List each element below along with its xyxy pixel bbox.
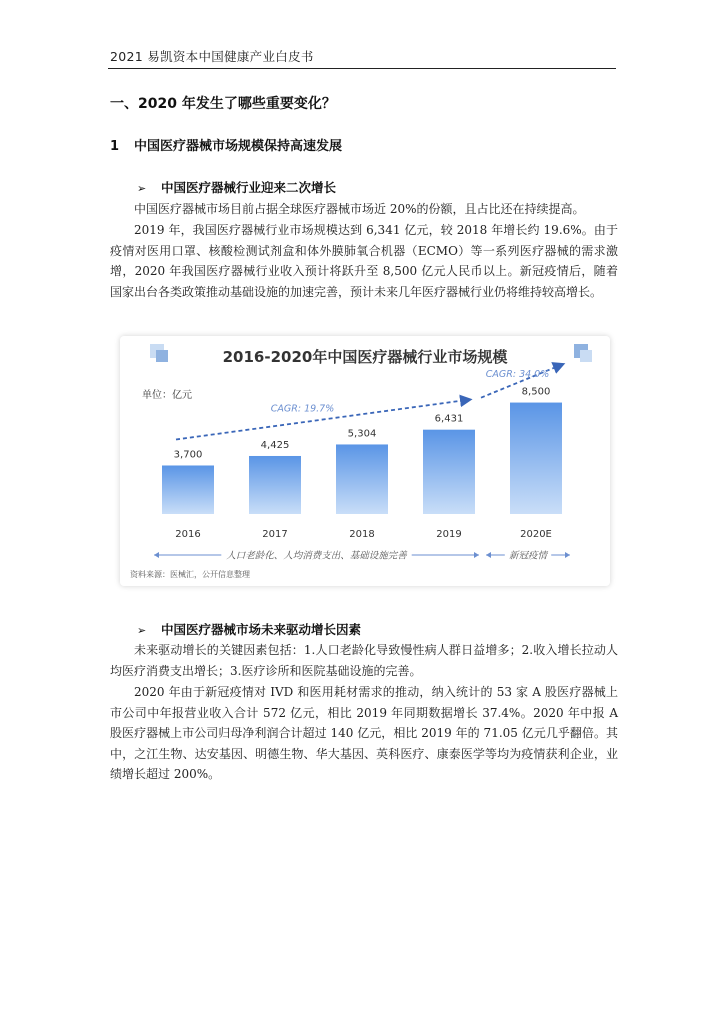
subsection-title: 中国医疗器械市场规模保持高速发展 [134,139,343,154]
value-label: 4,425 [260,439,290,451]
bar-2016 [162,465,214,514]
paragraph: 2019 年，我国医疗器械行业市场规模达到 6,341 亿元，较 2018 年增长约 19.6%。由于疫情对医用口罩、核酸检测试剂盒和体外膜肺氧合机器（ECMO）等一系列医疗器械的需求激增，2020 年我国医疗器械行业收入预计将跃升至 8,500 亿元人民币以上。新冠疫情后，随着国家出台各类政策推动基础设施的加速完善，预计未来几年医疗器械行业仍将维持较高增长。 [110,223,618,299]
market-size-chart [120,336,610,586]
x-tick-label: 2018 [349,529,375,540]
driver-label: 新冠疫情 [508,550,548,562]
arrow-left-icon [486,552,491,558]
bar-2020E [510,403,562,514]
x-tick-label: 2016 [175,529,201,540]
chart-title: 2016-2020年中国医疗器械行业市场规模 [222,348,508,366]
bullet-title: 中国医疗器械市场未来驱动增长因素 [161,622,362,637]
section-title: 一、2020 年发生了哪些重要变化？ [110,96,336,112]
x-tick-label: 2019 [436,529,462,540]
source-note: 资料来源：医械汇，公开信息整理 [130,570,250,579]
x-tick-label: 2020E [520,529,552,540]
bar-2017 [249,456,301,514]
title-decoration-icon [580,350,592,362]
title-decoration-icon [156,350,168,362]
value-label: 6,431 [434,413,464,425]
arrow-right-icon [474,552,479,558]
x-tick-label: 2017 [262,529,288,540]
arrow-left-icon [154,552,159,558]
driver-label: 人口老龄化、人均消费支出、基础设施完善 [226,550,407,562]
bar-2019 [423,430,475,514]
paragraph: 2020 年由于新冠疫情对 IVD 和医用耗材需求的推动，纳入统计的 53 家 A 股医疗器械上市公司中年报营业收入合计 572 亿元，相比 2019 年同期数据增长 37.4%。2020 年中报 A 股医疗器械上市公司归母净利润合计超过 140 亿元，相比 2019 年的 71.05 亿元几乎翻倍。其中，之江生物、达安基因、明德生物、华大基因、英科医疗、康泰医学等均为疫情获利企业，业绩增长超过 200%。 [110,685,618,781]
bullet-heading-growth [137,178,336,196]
value-label: 8,500 [521,386,551,398]
arrow-bullet-icon: ➢ [137,624,147,637]
chart-svg [120,336,610,586]
value-label: 3,700 [173,449,203,461]
unit-label: 单位：亿元 [142,390,192,401]
bullet-title: 中国医疗器械行业迎来二次增长 [161,180,337,195]
arrow-right-icon [565,552,570,558]
value-label: 5,304 [347,428,377,440]
header-divider [108,68,616,69]
paragraph: 中国医疗器械市场目前占据全球医疗器械市场近 20%的份额，且占比还在持续提高。 [134,202,585,216]
cagr-label: CAGR: 19.7% [270,403,335,415]
subsection-heading [110,135,342,154]
paragraph: 未来驱动增长的关键因素包括：1.人口老龄化导致慢性病人群日益增多；2.收入增长拉动人均医疗消费支出增长；3.医疗诊所和医院基础设施的完善。 [110,643,618,678]
bullet-heading-drivers [137,620,361,638]
arrow-bullet-icon: ➢ [137,182,147,195]
cagr-label: CAGR: 34.0% [485,369,550,381]
header-title: 2021 易凯资本中国健康产业白皮书 [110,49,314,64]
bar-2018 [336,444,388,514]
subsection-number: 1 [110,139,120,154]
